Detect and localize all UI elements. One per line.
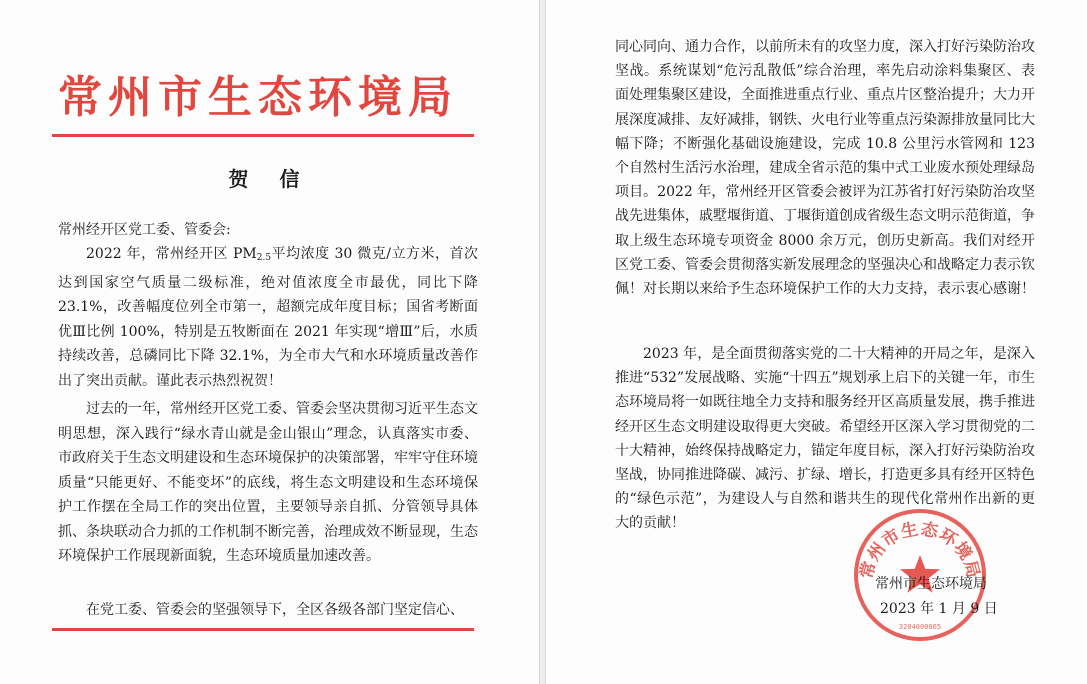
paragraph-1-text-b: 平均浓度 30 微克/立方米，首次达到国家空气质量二级标准，绝对值浓度全市最优，同比下降 23.1%，改善幅度位列全市第一，超额完成年度目标；国省考断面优Ⅲ比例 100%，特别是五牧断面在 2021 年实现“增Ⅲ”后，水质持续改善，总磷同比下降 32.1%，为全市大气和水环境质量改善作出了突出贡献。谨此表示热烈祝贺！ bbox=[58, 246, 478, 389]
paragraph-1 bbox=[58, 242, 478, 393]
signature-date: 2023 年 1 月 9 日 bbox=[880, 601, 998, 617]
letter-heading: 贺 信 bbox=[228, 167, 312, 191]
paragraph-3-continued: 同心同向、通力合作，以前所未有的攻坚力度，深入打好污染防治攻坚战。系统谋划“危污乱散低”综合治理，率先启动涂料集聚区、表面处理集聚区建设，全面推进重点行业、重点片区整治提升；大力开展深度减排、友好减排，钢铁、火电行业等重点污染源排放量同比大幅下降；不断强化基础设施建设，完成 10.8 公里污水管网和 123 个自然村生活污水治理，建成全省示范的集中式工业废水预处理绿岛项目。2022 年，常州经开区管委会被评为江苏省打好污染防治攻坚战先进集体，戚墅堰街道、丁堰街道创成省级生态文明示范街道，争取上级生态环境专项资金 8000 余万元，创历史新高。我们对经开区党工委、管委会贯彻落实新发展理念的坚强决心和战略定力表示钦佩！对长期以来给予生态环境保护工作的大力支持，表示衷心感谢！ bbox=[615, 39, 1035, 298]
letterhead-rule-top bbox=[52, 134, 474, 137]
salutation: 常州经开区党工委、管委会: bbox=[58, 222, 231, 238]
paragraph-4: 2023 年，是全面贯彻落实党的二十大精神的开局之年，是深入推进“532”发展战略、实施“十四五”规划承上启下的关键一年，市生态环境局将一如既往地全力支持和服务经开区高质量发展，携手推进经开区生态文明建设取得更大突破。希望经开区深入学习贯彻党的二十大精神，始终保持战略定力，锚定年度目标，深入打好污染防治攻坚战，协同推进降碳、减污、扩绿、增长，打造更多具有经开区特色的“绿色示范”，为建设人与自然和谐共生的现代化常州作出新的更大的贡献！ bbox=[615, 346, 1035, 532]
paragraph-2: 过去的一年，常州经开区党工委、管委会坚决贯彻习近平生态文明思想，深入践行“绿水青山就是金山银山”理念，认真落实市委、市政府关于生态文明建设和生态环境保护的决策部署，牢牢守住环境质量“只能更好、不能变坏”的底线，将生态文明建设和生态环境保护工作摆在全局工作的突出位置，主要领导亲自抓、分管领导具体抓、条块联动合力抓的工作机制不断完善，治理成效不断显现，生态环境保护工作展现新面貌，生态环境质量加速改善。 bbox=[58, 401, 478, 564]
seal-text: 常州市生态环境局 bbox=[856, 519, 984, 581]
pm-subscript: 2.5 bbox=[256, 253, 272, 263]
paragraph-3-start: 在党工委、管委会的坚强领导下，全区各级各部门坚定信心、 bbox=[86, 602, 464, 618]
paragraph-1-text-a: 2022 年，常州经开区 PM bbox=[86, 246, 257, 262]
seal-number: 3204000065 bbox=[898, 623, 942, 631]
letterhead-title: 常州市生态环境局 bbox=[58, 73, 458, 122]
left-page bbox=[0, 0, 540, 684]
letterhead-rule-bottom bbox=[52, 628, 474, 631]
signature-organization: 常州市生态环境局 bbox=[875, 576, 987, 592]
